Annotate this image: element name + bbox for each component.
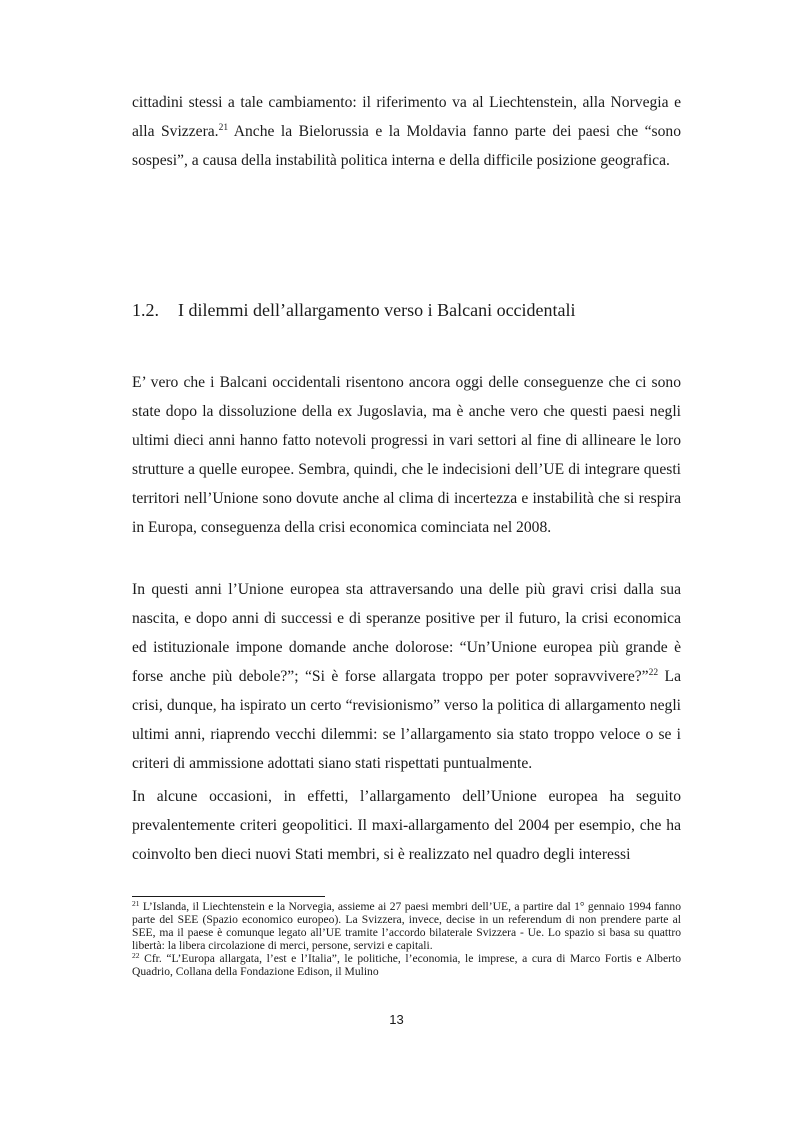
footnotes [132,900,681,979]
paragraph-2-text-b: La crisi, dunque, ha ispirato un certo “revisionismo” verso la politica di allargamento negli ultimi anni, riaprendo vecchi dilemmi: se l’allargamento sia stato troppo veloce o se i criteri di ammissione adottati siano stati rispettati puntualmente. [132,668,681,772]
paragraph-intro [132,88,681,175]
footnote-text: Cfr. “L’Europa allargata, l’est e l’Italia”, le politiche, l’economia, le imprese, a cura di Marco Fortis e Alberto Quadrio, Collana della Fondazione Edison, il Mulino [132,952,681,979]
footnote-text: L’Islanda, il Liechtenstein e la Norvegia, assieme ai 27 paesi membri dell’UE, a partire dal 1° gennaio 1994 fanno parte del SEE (Spazio economico europeo). La Svizzera, invece, decise in un referendum di non prendere parte al SEE, ma il paese è comunque legato all’UE tramite l’accordo bilaterale Svizzera - Ue. Lo spazio si basa su quattro libertà: la libera circolazione di merci, persone, servizi e capitali. [132,900,681,953]
paragraph-intro-text-b: Anche la Bielorussia e la Moldavia fanno parte dei paesi che “sono sospesi”, a causa della instabilità politica interna e della difficile posizione geografica. [132,123,682,169]
paragraph-2-text-a: In questi anni l’Unione europea sta attraversando una delle più gravi crisi dalla sua nascita, e dopo anni di successi e di speranze positive per il futuro, la crisi economica ed istituzionale impone domande anche dolorose: “Un’Unione europea più grande è forse anche più debole?”; “Si è forse allargata troppo per poter sopravvivere?” [132,581,681,685]
page-number: 13 [389,1012,404,1027]
paragraph-3: In alcune occasioni, in effetti, l’allargamento dell’Unione europea ha seguito prevalentemente criteri geopolitici. Il maxi-allargamento del 2004 per esempio, che ha coinvolto ben dieci nuovi Stati membri, si è realizzato nel quadro degli interessi [132,788,681,863]
paragraph-2 [132,575,681,778]
footnote-ref-21[interactable]: 21 [218,123,229,133]
section-heading [132,298,681,322]
footnote-number: 21 [132,899,140,908]
section-number: 1.2. [132,300,159,320]
footnote-number: 22 [132,951,140,961]
paragraph-intro-text-a: cittadini stessi a tale cambiamento: il riferimento va al Liechtenstein, alla Norvegia e alla Svizzera. [132,94,681,140]
footnote-divider [132,896,325,897]
footnote-ref-22[interactable]: 22 [648,668,659,678]
footnote-21 [132,900,681,952]
paragraph-1: E’ vero che i Balcani occidentali risentono ancora oggi delle conseguenze che ci sono state dopo la dissoluzione della ex Jugoslavia, ma è anche vero che questi paesi negli ultimi dieci anni hanno fatto notevoli progressi in vari settori al fine di allineare le loro strutture a quelle europee. Sembra, quindi, che le indecisioni dell’UE di integrare questi territori nell’Unione sono dovute anche al clima di incertezza e instabilità che si respira in Europa, conseguenza della crisi economica cominciata nel 2008. [132,374,681,536]
footnote-22 [132,952,681,978]
section-title: I dilemmi dell’allargamento verso i Balcani occidentali [178,300,576,320]
